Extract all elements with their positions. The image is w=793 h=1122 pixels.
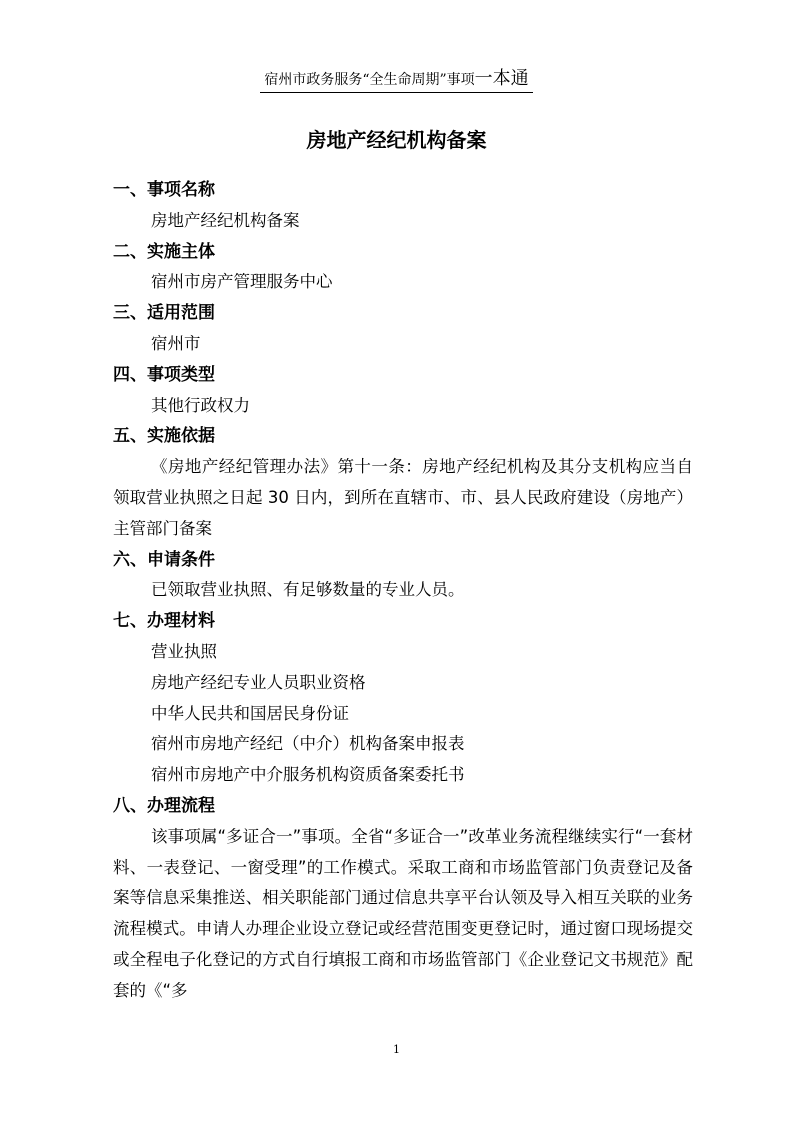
section-heading-item-type: 四、事项类型 (113, 364, 215, 385)
section-heading-item-name: 一、事项名称 (113, 180, 215, 200)
material-item: 宿州市房地产中介服务机构资质备案委托书 (151, 765, 465, 785)
document-title: 房地产经纪机构备案 (306, 128, 487, 152)
item-name-value: 房地产经纪机构备案 (151, 210, 300, 230)
item-type-value: 其他行政权力 (151, 395, 250, 415)
header-text: 宿州市政务服务“全生命周期”事项 (264, 72, 475, 88)
process-paragraph: 该事项属“多证合一”事项。全省“多证合一”改革业务流程继续实行“一套材料、一表登记、一窗受理”的工作模式。采取工商和市场监管部门负责登记及备案等信息采集推送、相关职能部门通过信息共享平台认领及导入相互关联的业务流程模式。申请人办理企业设立登记或经营范围变更登记时，通过窗口现场提交或全程电子化登记的方式自行填报工商和市场监管部门《企业登记文书规范》配套的《“多 (113, 826, 693, 1000)
material-item: 中华人民共和国居民身份证 (151, 703, 349, 723)
section-heading-materials: 七、办理材料 (113, 611, 215, 632)
scope-value: 宿州市 (151, 333, 201, 353)
material-item: 房地产经纪专业人员职业资格 (151, 672, 366, 692)
material-item: 宿州市房地产经纪（中介）机构备案申报表 (151, 734, 465, 754)
legal-basis-paragraph: 《房地产经纪管理办法》第十一条：房地产经纪机构及其分支机构应当自领取营业执照之日起 30 日内，到所在直辖市、市、县人民政府建设（房地产）主管部门备案 (113, 457, 693, 538)
section-heading-implementer: 二、实施主体 (113, 241, 215, 262)
page-number: 1 (393, 1043, 400, 1056)
material-item: 营业执照 (151, 641, 217, 661)
conditions-value: 已领取营业执照、有足够数量的专业人员。 (151, 580, 465, 600)
document-body (113, 175, 693, 1007)
implementer-value: 宿州市房产管理服务中心 (151, 272, 333, 292)
section-heading-conditions: 六、申请条件 (113, 549, 215, 570)
running-header (0, 64, 793, 93)
header-tail: 一本通 (474, 68, 529, 89)
section-heading-process: 八、办理流程 (113, 795, 215, 816)
header-underline (260, 64, 532, 93)
section-heading-scope: 三、适用范围 (113, 303, 215, 324)
section-heading-legal-basis: 五、实施依据 (113, 426, 215, 447)
